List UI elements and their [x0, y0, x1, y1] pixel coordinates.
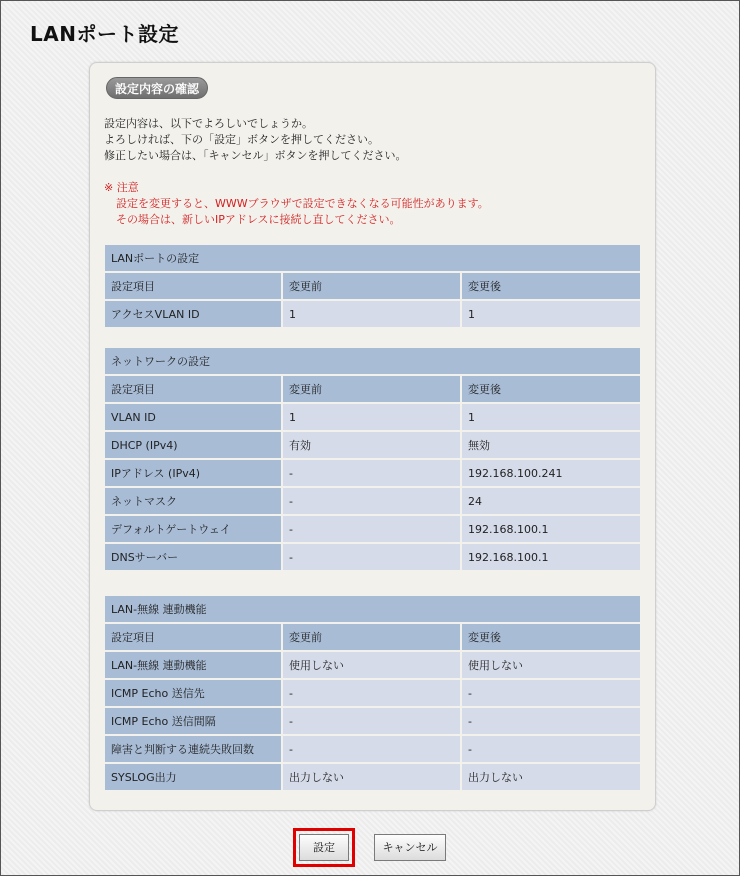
lan-wireless-link-table — [105, 596, 640, 792]
value-before: 1 — [283, 301, 462, 329]
column-header-after: 変更後 — [462, 273, 640, 301]
table-row — [105, 544, 640, 572]
table-row — [105, 736, 640, 764]
value-before: - — [283, 516, 462, 544]
section-title: ネットワークの設定 — [105, 348, 640, 376]
section-title: LANポートの設定 — [105, 245, 640, 273]
value-after: - — [462, 680, 640, 708]
column-header-before: 変更前 — [283, 624, 462, 652]
table-row — [105, 432, 640, 460]
value-after: 24 — [462, 488, 640, 516]
row-label: ICMP Echo 送信先 — [105, 680, 283, 708]
table-row — [105, 460, 640, 488]
row-label: SYSLOG出力 — [105, 764, 283, 792]
row-label: VLAN ID — [105, 404, 283, 432]
column-header-before: 変更前 — [283, 273, 462, 301]
value-after: 1 — [462, 404, 640, 432]
value-before: - — [283, 680, 462, 708]
table-row — [105, 404, 640, 432]
intro-text — [104, 116, 407, 164]
table-row — [105, 516, 640, 544]
value-after: - — [462, 708, 640, 736]
row-label: デフォルトゲートウェイ — [105, 516, 283, 544]
column-header-after: 変更後 — [462, 376, 640, 404]
value-after: 192.168.100.241 — [462, 460, 640, 488]
value-before: - — [283, 460, 462, 488]
row-label: DNSサーバー — [105, 544, 283, 572]
network-settings-table — [105, 348, 640, 572]
value-after: 1 — [462, 301, 640, 329]
value-before: - — [283, 736, 462, 764]
intro-line: よろしければ、下の「設定」ボタンを押してください。 — [104, 133, 379, 146]
button-bar — [0, 828, 740, 868]
column-header-item: 設定項目 — [105, 273, 283, 301]
intro-line: 修正したい場合は、「キャンセル」ボタンを押してください。 — [104, 149, 407, 162]
table-row — [105, 680, 640, 708]
value-before: - — [283, 544, 462, 572]
value-after: 出力しない — [462, 764, 640, 792]
value-after: 使用しない — [462, 652, 640, 680]
column-header-before: 変更前 — [283, 376, 462, 404]
row-label: 障害と判断する連続失敗回数 — [105, 736, 283, 764]
value-after: 無効 — [462, 432, 640, 460]
warning-title: ※ 注意 — [104, 181, 139, 194]
value-before: 1 — [283, 404, 462, 432]
row-label: LAN-無線 連動機能 — [105, 652, 283, 680]
intro-line: 設定内容は、以下でよろしいでしょうか。 — [104, 117, 313, 130]
column-header-item: 設定項目 — [105, 376, 283, 404]
panel-header: 設定内容の確認 — [106, 77, 208, 99]
value-after: 192.168.100.1 — [462, 544, 640, 572]
value-before: 使用しない — [283, 652, 462, 680]
value-before: - — [283, 488, 462, 516]
row-label: アクセスVLAN ID — [105, 301, 283, 329]
column-header-after: 変更後 — [462, 624, 640, 652]
column-header-item: 設定項目 — [105, 624, 283, 652]
table-row — [105, 301, 640, 329]
value-after: 192.168.100.1 — [462, 516, 640, 544]
row-label: IPアドレス (IPv4) — [105, 460, 283, 488]
table-row — [105, 488, 640, 516]
row-label: ネットマスク — [105, 488, 283, 516]
page-title: LANポート設定 — [30, 22, 179, 46]
value-after: - — [462, 736, 640, 764]
section-title: LAN-無線 連動機能 — [105, 596, 640, 624]
row-label: ICMP Echo 送信間隔 — [105, 708, 283, 736]
value-before: 出力しない — [283, 764, 462, 792]
confirm-panel — [89, 62, 656, 811]
warning-line: 設定を変更すると、WWWブラウザで設定できなくなる可能性があります。 — [116, 197, 489, 210]
value-before: 有効 — [283, 432, 462, 460]
value-before: - — [283, 708, 462, 736]
row-label: DHCP (IPv4) — [105, 432, 283, 460]
submit-button[interactable]: 設定 — [299, 834, 349, 861]
cancel-button[interactable]: キャンセル — [374, 834, 446, 861]
table-row — [105, 708, 640, 736]
highlight-frame — [293, 828, 355, 867]
warning-line: その場合は、新しいIPアドレスに接続し直してください。 — [116, 213, 401, 226]
warning-notice — [104, 180, 489, 228]
table-row — [105, 652, 640, 680]
table-row — [105, 764, 640, 792]
lan-port-settings-table — [105, 245, 640, 329]
